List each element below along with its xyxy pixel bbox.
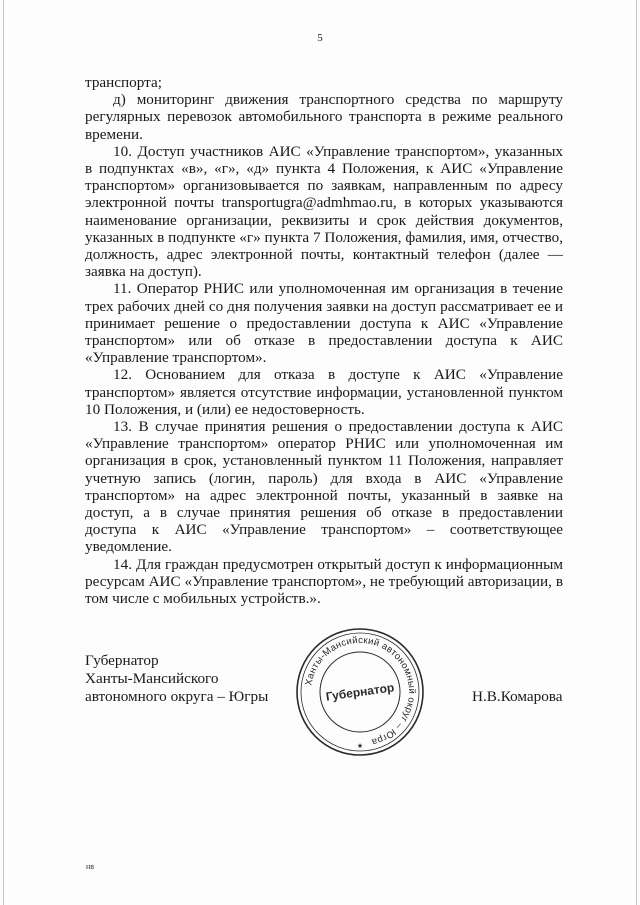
signature-block [85,652,285,706]
paragraph-13: 13. В случае принятия решения о предоставлении доступа к АИС «Управление транспортом» оператор РНИС или уполномоченная им организация в срок, установленный пунктом 11 Положения, направляет учетную запись (логин, пароль) для входа в АИС «Управление транспортом» на адрес электронной почты, указанный в заявке на доступ, а в случае принятия решения об отказе в предоставлении доступа к АИС «Управление транспортом» – соответствующее уведомление. [85,418,563,556]
paragraph-12: 12. Основанием для отказа в доступе к АИС «Управление транспортом» является отсутствие информации, установленной пунктом 10 Положения, и (или) ее недостоверность. [85,366,563,418]
signature-region-line: автономного округа – Югры [85,688,269,705]
paragraph-item-d: д) мониторинг движения транспортного средства по маршруту регулярных перевозок автомобильного транспорта в режиме реального времени. [85,91,563,143]
svg-text:★: ★ [356,742,364,750]
official-seal-stamp [294,626,426,758]
svg-text:Губернатор: Губернатор [324,680,396,704]
footer-initials: нв [86,862,95,871]
paragraph-10: 10. Доступ участников АИС «Управление транспортом», указанных в подпунктах «в», «г», «д» пункта 4 Положения, к АИС «Управление транспортом» организовывается по заявкам, направленным по адресу электронной почты transportugra@admhmao.ru, в которых указываются наименование организации, реквизиты и срок действия документов, указанных в подпункте «г» пункта 7 Положения, фамилия, имя, отчество, должность, адрес электронной почты, контактный телефон (далее — заявка на доступ). [85,142,563,281]
scan-edge-right [636,0,637,905]
scan-edge-left [3,0,4,905]
paragraph-continuation: транспорта; [85,74,162,91]
document-body [85,74,563,607]
signer-name: Н.В.Комарова [472,688,563,705]
svg-text:Ханты-Мансийский автономный ок: Ханты-Мансийский автономный округ – Югра [303,634,418,748]
signature-title: Губернатор [85,652,159,669]
signature-region-line: Ханты-Мансийского [85,670,219,687]
paragraph-14: 14. Для граждан предусмотрен открытый доступ к информационным ресурсам АИС «Управление транспортом», не требующий авторизации, в том числе с мобильных устройств.». [85,555,563,608]
paragraph-11: 11. Оператор РНИС или уполномоченная им организация в течение трех рабочих дней со дня получения заявки на доступ рассматривает ее и принимает решение о предоставлении доступа к АИС «Управление транспортом» или об отказе в предоставлении доступа к АИС «Управление транспортом». [85,280,563,367]
page-number: 5 [317,32,323,44]
